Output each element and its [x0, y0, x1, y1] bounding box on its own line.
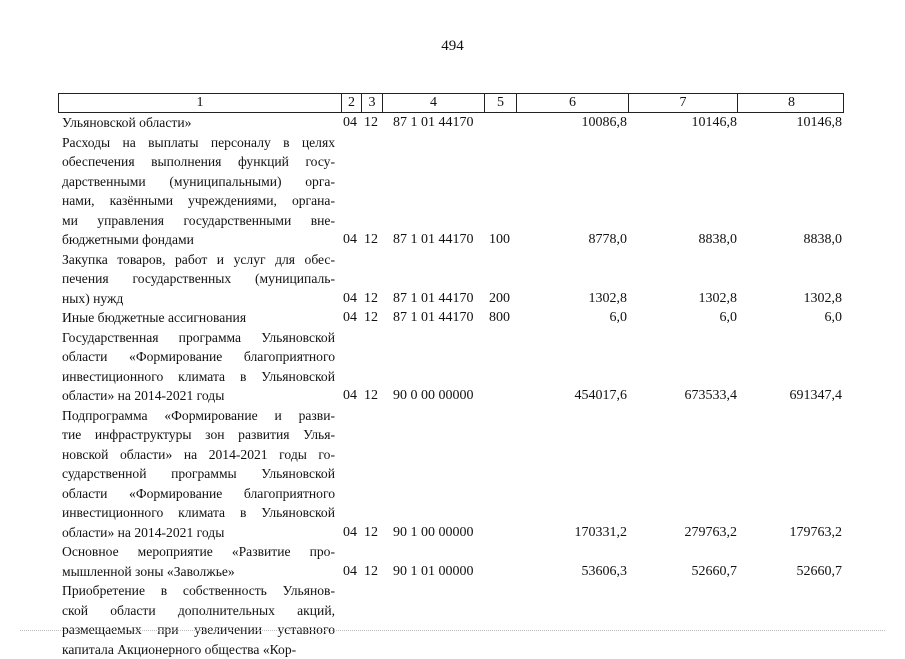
cell-c7: 673533,4 [685, 386, 738, 406]
cell-c3: 12 [364, 230, 378, 250]
cell-c8: 8838,0 [804, 230, 843, 250]
cell-c6: 8778,0 [589, 230, 628, 250]
cell-c7: 279763,2 [685, 523, 738, 543]
cell-c6: 10086,8 [582, 113, 628, 133]
row-description [62, 133, 335, 250]
header-col-5: 5 [485, 94, 517, 112]
cell-c8: 10146,8 [797, 113, 843, 133]
cell-c4: 90 1 00 00000 [393, 523, 474, 543]
cell-c2: 04 [343, 289, 357, 309]
description-line: области» на 2014-2021 годы [62, 523, 335, 543]
row-description [62, 308, 335, 328]
description-line: ми управления государственными вне- [62, 211, 335, 231]
description-line: области» на 2014-2021 годы [62, 386, 335, 406]
description-line: Закупка товаров, работ и услуг для обес- [62, 250, 335, 270]
cell-c4: 87 1 01 44170 [393, 308, 474, 328]
description-line: печения государственных (муниципаль- [62, 269, 335, 289]
cell-c7: 6,0 [720, 308, 738, 328]
description-line: Основное мероприятие «Развитие про- [62, 542, 335, 562]
row-description [62, 406, 335, 543]
page-number: 494 [0, 38, 905, 55]
description-line: Государственная программа Ульяновской [62, 328, 335, 348]
cell-c3: 12 [364, 562, 378, 582]
header-col-4: 4 [383, 94, 485, 112]
cell-c7: 52660,7 [692, 562, 738, 582]
description-line: дарственными (муниципальными) орга- [62, 172, 335, 192]
scan-edge-divider [20, 630, 885, 632]
cell-c8: 6,0 [825, 308, 843, 328]
table-header [58, 93, 844, 113]
cell-c5: 100 [489, 230, 510, 250]
row-description [62, 581, 335, 659]
cell-c8: 179763,2 [790, 523, 843, 543]
cell-c3: 12 [364, 386, 378, 406]
cell-c5: 200 [489, 289, 510, 309]
description-line: Подпрограмма «Формирование и разви- [62, 406, 335, 426]
row-description [62, 328, 335, 406]
description-line: инвестиционного климата в Ульяновской [62, 367, 335, 387]
description-line: области «Формирование благоприятного [62, 347, 335, 367]
cell-c6: 1302,8 [589, 289, 628, 309]
description-line: сударственной программы Ульяновской [62, 464, 335, 484]
cell-c3: 12 [364, 113, 378, 133]
cell-c4: 87 1 01 44170 [393, 289, 474, 309]
description-line: обеспечения выполнения функций госу- [62, 152, 335, 172]
row-description [62, 542, 335, 581]
description-line: инвестиционного климата в Ульяновской [62, 503, 335, 523]
cell-c6: 170331,2 [575, 523, 628, 543]
cell-c2: 04 [343, 386, 357, 406]
cell-c2: 04 [343, 308, 357, 328]
cell-c6: 53606,3 [582, 562, 628, 582]
description-line: Иные бюджетные ассигнования [62, 308, 335, 328]
cell-c8: 52660,7 [797, 562, 843, 582]
cell-c6: 6,0 [610, 308, 628, 328]
description-line: Ульяновской области» [62, 113, 335, 133]
description-line: области «Формирование благоприятного [62, 484, 335, 504]
cell-c2: 04 [343, 230, 357, 250]
cell-c4: 90 1 01 00000 [393, 562, 474, 582]
header-col-7: 7 [629, 94, 738, 112]
description-line: новской области» на 2014-2021 годы го- [62, 445, 335, 465]
cell-c8: 691347,4 [790, 386, 843, 406]
cell-c6: 454017,6 [575, 386, 628, 406]
cell-c7: 1302,8 [699, 289, 738, 309]
cell-c2: 04 [343, 523, 357, 543]
description-line: тие инфраструктуры зон развития Улья- [62, 425, 335, 445]
cell-c2: 04 [343, 113, 357, 133]
cell-c3: 12 [364, 523, 378, 543]
description-line: мышленной зоны «Заволжье» [62, 562, 335, 582]
cell-c7: 8838,0 [699, 230, 738, 250]
header-col-8: 8 [738, 94, 845, 112]
cell-c5: 800 [489, 308, 510, 328]
description-line: размещаемых при увеличении уставного [62, 620, 335, 640]
cell-c7: 10146,8 [692, 113, 738, 133]
description-line: Расходы на выплаты персоналу в целях [62, 133, 335, 153]
description-line: ской области дополнительных акций, [62, 601, 335, 621]
description-line: ных) нужд [62, 289, 335, 309]
description-line: Приобретение в собственность Ульянов- [62, 581, 335, 601]
cell-c4: 90 0 00 00000 [393, 386, 474, 406]
cell-c3: 12 [364, 308, 378, 328]
row-description [62, 250, 335, 309]
cell-c4: 87 1 01 44170 [393, 113, 474, 133]
header-col-6: 6 [517, 94, 629, 112]
cell-c8: 1302,8 [804, 289, 843, 309]
header-col-3: 3 [362, 94, 383, 112]
row-description [62, 113, 335, 133]
cell-c4: 87 1 01 44170 [393, 230, 474, 250]
description-line: бюджетными фондами [62, 230, 335, 250]
cell-c3: 12 [364, 289, 378, 309]
header-col-2: 2 [342, 94, 362, 112]
cell-c2: 04 [343, 562, 357, 582]
description-line: нами, казёнными учреждениями, органа- [62, 191, 335, 211]
header-col-1: 1 [59, 94, 342, 112]
description-line: капитала Акционерного общества «Кор- [62, 640, 335, 659]
